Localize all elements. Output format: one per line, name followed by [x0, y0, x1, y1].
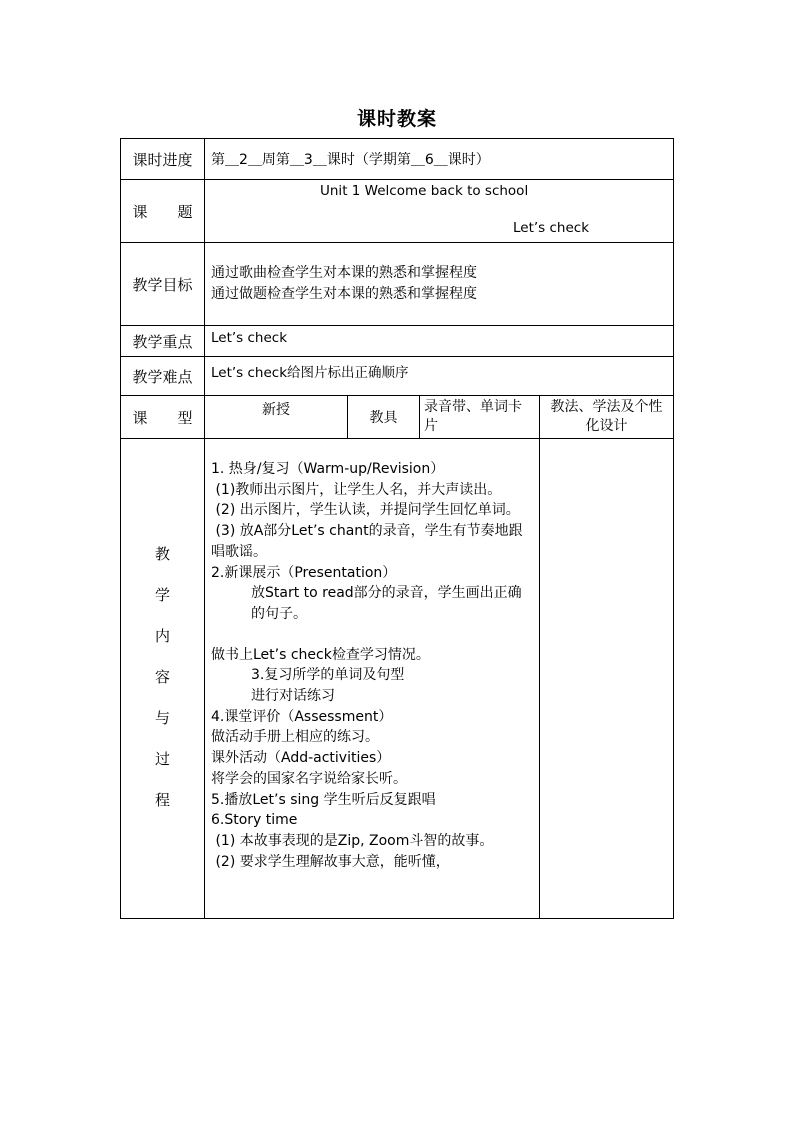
process-line: 4.课堂评价（Assessment） [211, 708, 393, 725]
process-line: 做活动手册上相应的练习。 [211, 729, 379, 746]
process-line: 课外活动（Add-activities） [211, 750, 391, 767]
process-line: 将学会的国家名字说给家长听。 [211, 770, 407, 787]
topic-value [205, 180, 674, 243]
process-line-blank [211, 625, 533, 645]
methods-label: 教法、学法及个性化设计 [540, 396, 674, 439]
process-content [205, 439, 540, 919]
process-line [211, 583, 533, 624]
goals-label: 教学目标 [121, 243, 205, 326]
process-line: 做书上Let’s check检查学习情况。 [211, 646, 430, 663]
process-label [121, 439, 205, 919]
process-line: 3.复习所学的单词及句型 [251, 667, 405, 684]
topic-label: 课 题 [121, 180, 205, 243]
type-label: 课 型 [121, 396, 205, 439]
difficulties-value: Let’s check给图片标出正确顺序 [205, 357, 674, 396]
process-label-char: 与 [154, 709, 170, 727]
goal-line-1: 通过歌曲检查学生对本课的熟悉和掌握程度 [211, 265, 477, 281]
process-line: 1. 热身/复习（Warm-up/Revision） [211, 461, 445, 477]
process-line: 2.新课展示（Presentation） [211, 564, 397, 581]
process-line: (2) 要求学生理解故事大意，能听懂， [211, 853, 450, 870]
process-label-char: 学 [154, 586, 170, 604]
process-line: 进行对话练习 [251, 688, 335, 705]
topic-line-2: Let’s check [513, 220, 590, 236]
process-label-char: 容 [154, 668, 170, 686]
process-line: (3) 放A部分Let’s chant的录音，学生有节奏地跟唱歌谣。 [211, 523, 523, 560]
process-line: 5.播放Let’s sing 学生听后反复跟唱 [211, 791, 436, 808]
goal-line-2: 通过做题检查学生对本课的熟悉和掌握程度 [211, 286, 477, 302]
tools-value: 录音带、单词卡片 [420, 396, 540, 439]
type-value: 新授 [205, 396, 348, 439]
difficulties-label: 教学难点 [121, 357, 205, 396]
progress-value: 第＿2＿周第＿3＿课时（学期第＿6＿课时） [205, 139, 674, 180]
key-points-value: Let’s check [205, 326, 674, 357]
process-label-char: 程 [154, 791, 170, 809]
difficulties-row [121, 357, 674, 396]
progress-label: 课时进度 [121, 139, 205, 180]
process-label-char: 内 [154, 627, 170, 645]
process-label-char: 教 [154, 545, 170, 563]
process-label-char: 过 [154, 750, 170, 768]
methods-content [540, 439, 674, 919]
process-line: (1) 本故事表现的是Zip, Zoom斗智的故事。 [211, 832, 494, 849]
topic-row [121, 180, 674, 243]
progress-row [121, 139, 674, 180]
key-points-label: 教学重点 [121, 326, 205, 357]
key-points-row [121, 326, 674, 357]
goals-value [205, 243, 674, 326]
process-line: 6.Story time [211, 812, 298, 829]
lesson-plan-table [120, 138, 674, 919]
tools-label: 教具 [348, 396, 420, 439]
process-line-text: 放Start to read部分的录音，学生画出正确的句子。 [251, 585, 522, 622]
type-row [121, 396, 674, 439]
topic-line-1: Unit 1 Welcome back to school [320, 183, 529, 199]
process-row [121, 439, 674, 919]
process-line: (2) 出示图片，学生认读，并提问学生回忆单词。 [211, 502, 520, 519]
goals-row [121, 243, 674, 326]
page-title: 课时教案 [356, 108, 437, 130]
process-line: (1)教师出示图片，让学生人名，并大声读出。 [211, 481, 502, 498]
